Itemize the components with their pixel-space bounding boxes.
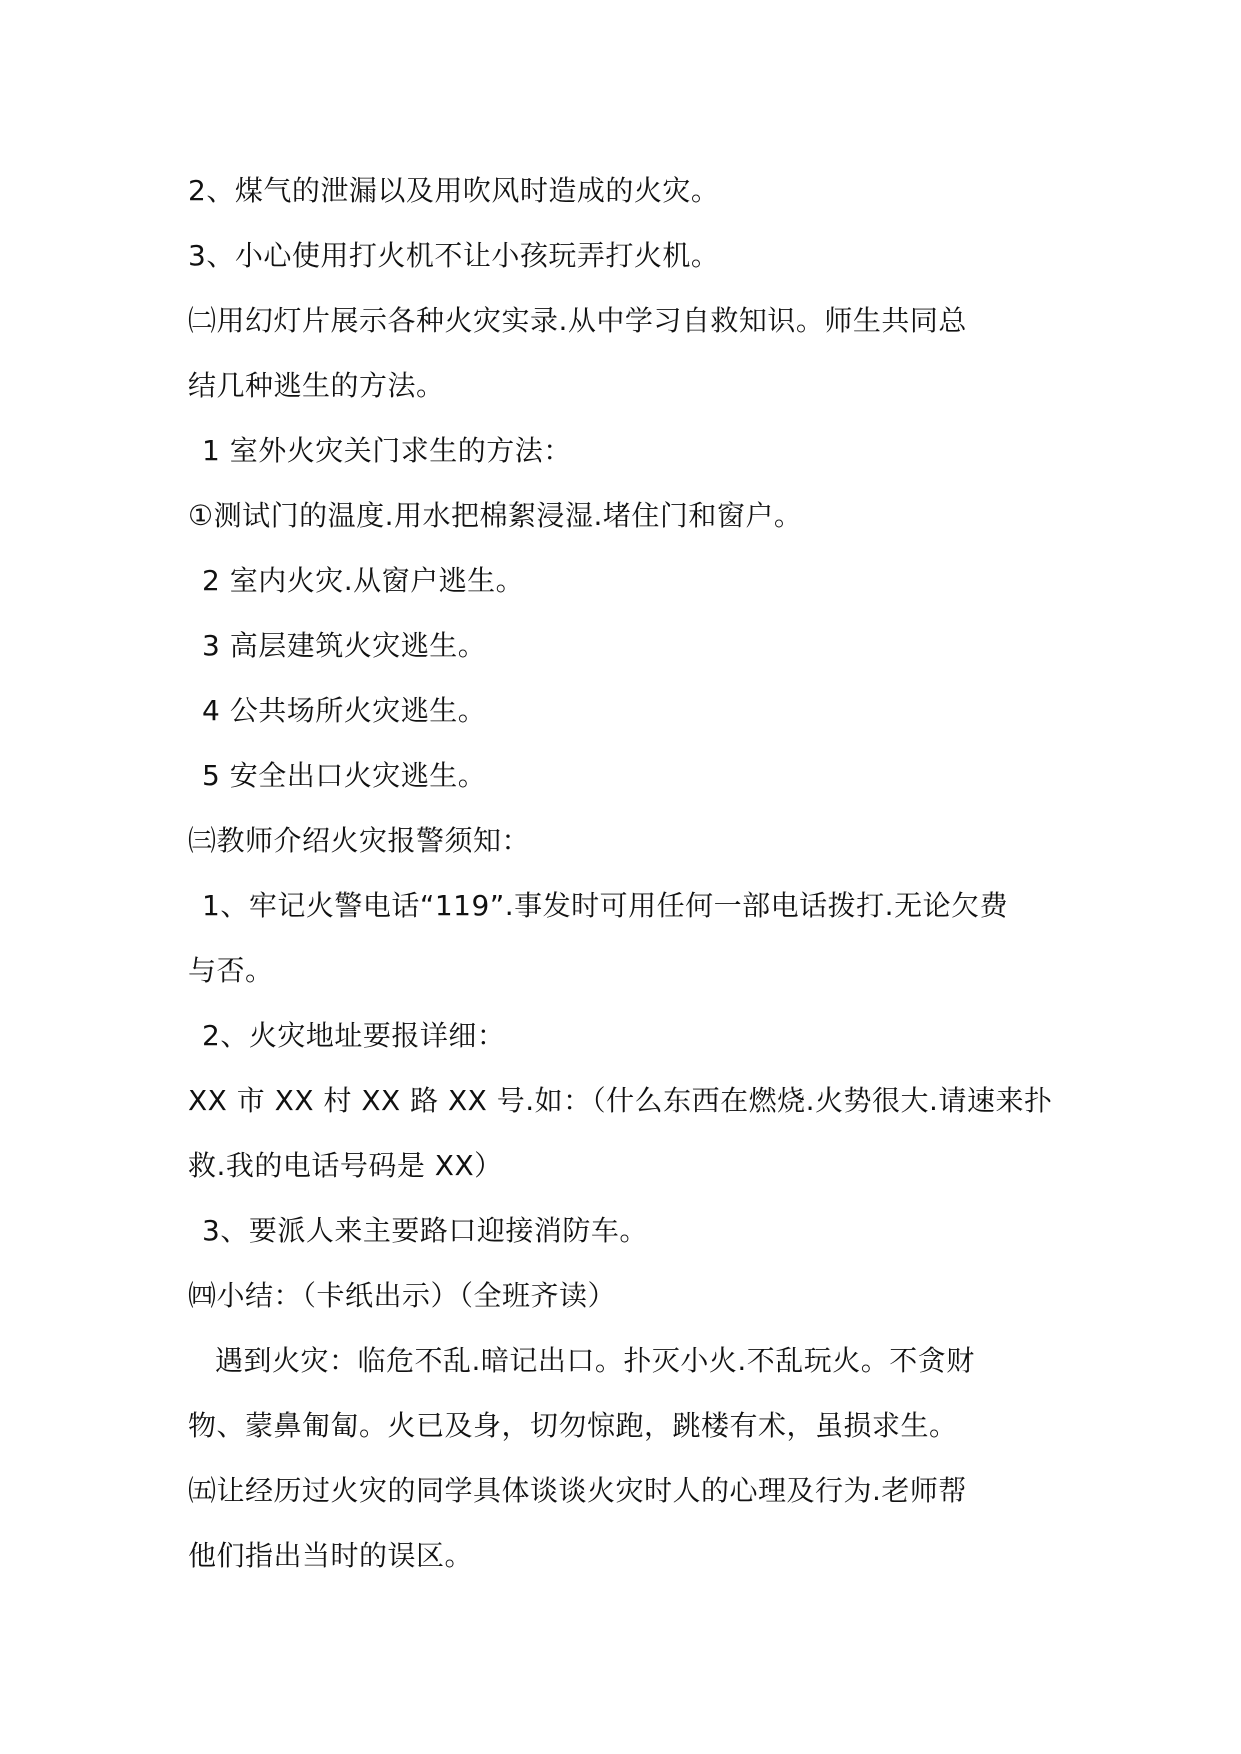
text-line: 他们指出当时的误区。 — [188, 1539, 474, 1572]
text-line: ㈢教师介绍火灾报警须知： — [188, 824, 531, 857]
text-line: ㈡用幻灯片展示各种火灾实录.从中学习自救知识。师生共同总 — [188, 304, 967, 337]
text-line: 5 安全出口火灾逃生。 — [202, 759, 487, 792]
text-line: ㈤让经历过火灾的同学具体谈谈火灾时人的心理及行为.老师帮 — [188, 1474, 967, 1507]
text-line: 2、煤气的泄漏以及用吹风时造成的火灾。 — [188, 174, 720, 207]
text-line: 救.我的电话号码是 XX） — [188, 1149, 503, 1182]
text-line: ①测试门的温度.用水把棉絮浸湿.堵住门和窗户。 — [188, 499, 803, 532]
text-line: 2、火灾地址要报详细： — [202, 1019, 506, 1052]
text-line: 4 公共场所火灾逃生。 — [202, 694, 487, 727]
document-body — [188, 158, 1058, 1588]
text-line: 结几种逃生的方法。 — [188, 369, 445, 402]
text-line: 2 室内火灾.从窗户逃生。 — [202, 564, 525, 597]
text-line: 3、小心使用打火机不让小孩玩弄打火机。 — [188, 239, 720, 272]
text-line: 1 室外火灾关门求生的方法： — [202, 434, 572, 467]
text-line: 遇到火灾：临危不乱.暗记出口。扑灭小火.不乱玩火。不贪财 — [215, 1344, 975, 1377]
text-line: 与否。 — [188, 954, 274, 987]
text-line: 3、要派人来主要路口迎接消防车。 — [202, 1214, 648, 1247]
text-line: XX 市 XX 村 XX 路 XX 号.如：（什么东西在燃烧.火势很大.请速来扑 — [188, 1084, 1053, 1117]
text-line: 3 高层建筑火灾逃生。 — [202, 629, 487, 662]
text-line: 物、蒙鼻匍匐。火已及身，切勿惊跑，跳楼有术，虽损求生。 — [188, 1409, 958, 1442]
text-line: ㈣小结：（卡纸出示）（全班齐读） — [188, 1279, 617, 1312]
text-line: 1、牢记火警电话“119”.事发时可用任何一部电话拨打.无论欠费 — [202, 889, 1009, 922]
